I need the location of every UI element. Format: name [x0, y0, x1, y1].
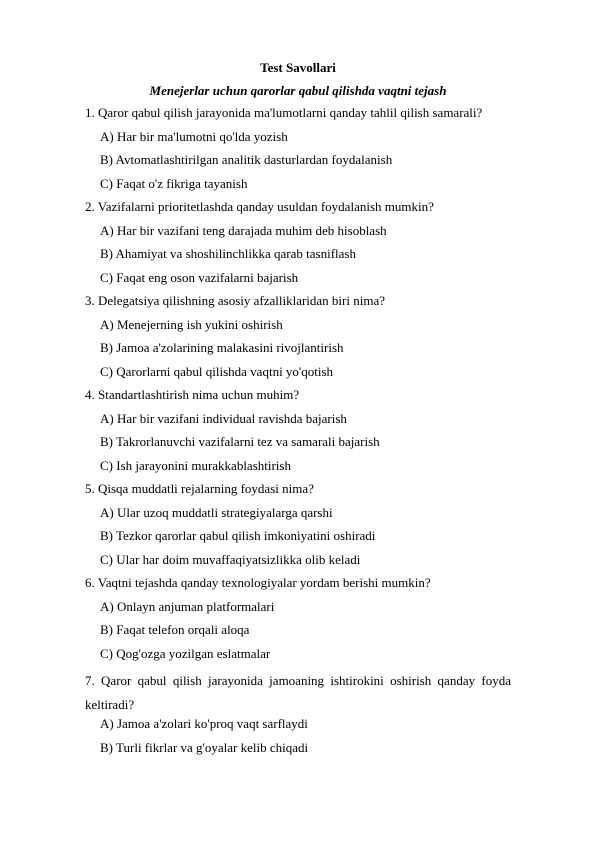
question-3-option-c: C) Qarorlarni qabul qilishda vaqtni yo'qotish	[100, 363, 334, 379]
question-5-option-b: B) Tezkor qarorlar qabul qilish imkoniyatini oshiradi	[100, 528, 376, 543]
question-1-option-a: A) Har bir ma'lumotni qo'lda yozish	[100, 128, 288, 144]
question-1-option-b: B) Avtomatlashtirilgan analitik dasturlardan foydalanish	[100, 152, 393, 167]
question-7-option-a: A) Jamoa a'zolari ko'proq vaqt sarflaydi	[100, 716, 308, 731]
question-6: 6. Vaqtni tejashda qanday texnologiyalar yordam berishi mumkin?	[85, 575, 431, 590]
question-2-option-a: A) Har bir vazifani teng darajada muhim deb hisoblash	[100, 222, 387, 238]
question-6-option-c: C) Qog'ozga yozilgan eslatmalar	[100, 645, 271, 661]
question-1-option-c: C) Faqat o'z fikriga tayanish	[100, 175, 248, 191]
question-3-option-b: B) Jamoa a'zolarining malakasini rivojlantirish	[100, 340, 344, 355]
question-list	[85, 105, 511, 763]
question-4-option-a: A) Har bir vazifani individual ravishda bajarish	[100, 410, 347, 426]
question-5: 5. Qisqa muddatli rejalarning foydasi nima?	[85, 481, 314, 496]
question-6-option-b: B) Faqat telefon orqali aloqa	[100, 622, 250, 637]
question-4-option-c: C) Ish jarayonini murakkablashtirish	[100, 457, 291, 473]
question-5-option-c: C) Ular har doim muvaffaqiyatsizlikka olib keladi	[100, 551, 361, 567]
page-title: Test Savollari	[260, 60, 336, 75]
page-subtitle: Menejerlar uchun qarorlar qabul qilishda vaqtni tejash	[149, 83, 447, 98]
question-3: 3. Delegatsiya qilishning asosiy afzalliklaridan biri nima?	[85, 293, 386, 308]
question-7: 7. Qaror qabul qilish jarayonida jamoaning ishtirokini oshirish qanday foyda keltiradi?	[85, 673, 511, 712]
question-2: 2. Vazifalarni prioritetlashda qanday usuldan foydalanish mumkin?	[85, 199, 434, 214]
question-2-option-b: B) Ahamiyat va shoshilinchlikka qarab tasniflash	[100, 246, 356, 261]
question-1: 1. Qaror qabul qilish jarayonida ma'lumotlarni qanday tahlil qilish samarali?	[85, 105, 483, 120]
question-3-option-a: A) Menejerning ish yukini oshirish	[100, 316, 283, 332]
question-4: 4. Standartlashtirish nima uchun muhim?	[85, 387, 300, 402]
question-2-option-c: C) Faqat eng oson vazifalarni bajarish	[100, 269, 299, 285]
question-5-option-a: A) Ular uzoq muddatli strategiyalarga qarshi	[100, 504, 333, 520]
question-4-option-b: B) Takrorlanuvchi vazifalarni tez va samarali bajarish	[100, 434, 380, 449]
question-7-option-b: B) Turli fikrlar va g'oyalar kelib chiqadi	[100, 739, 309, 755]
question-6-option-a: A) Onlayn anjuman platformalari	[100, 598, 275, 614]
